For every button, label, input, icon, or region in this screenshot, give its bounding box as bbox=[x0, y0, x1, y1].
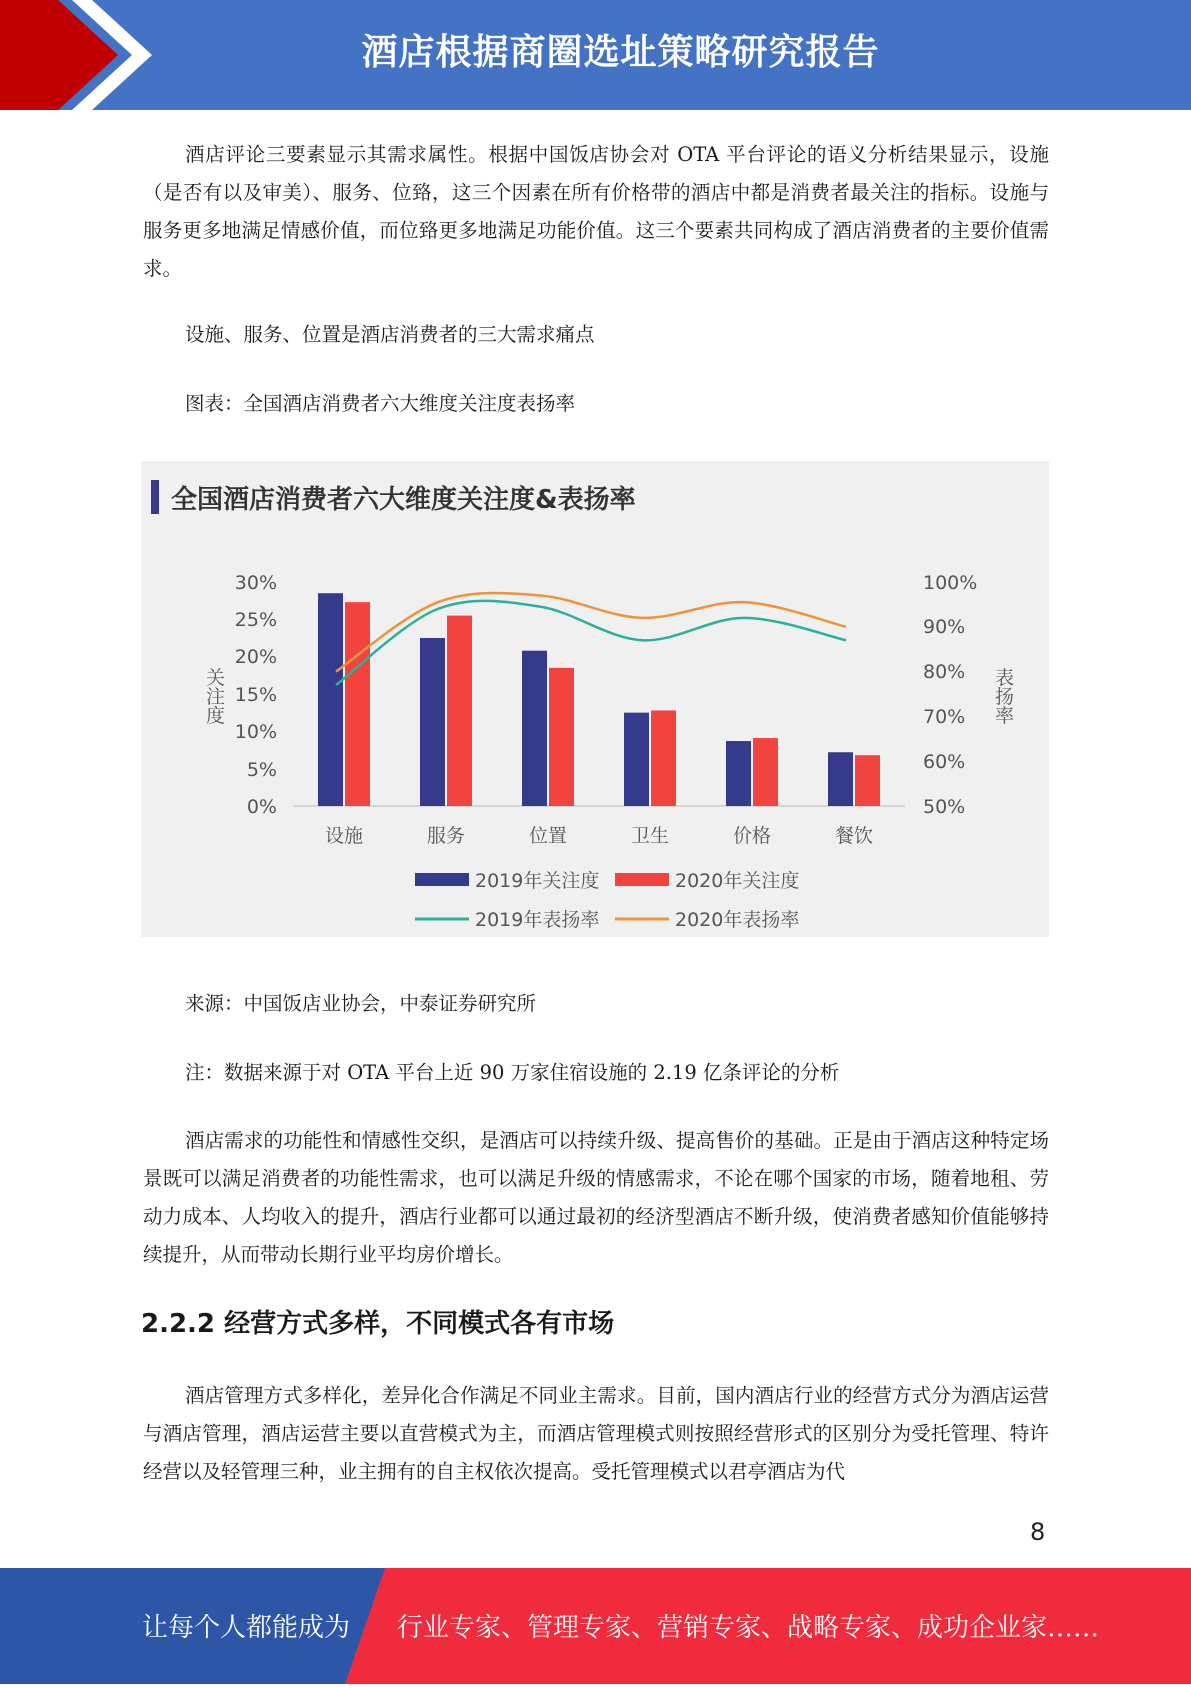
legend-swatch-2020-attention bbox=[615, 873, 669, 886]
x-tick-label: 餐饮 bbox=[834, 825, 874, 847]
y-tick-right: 70% bbox=[923, 706, 966, 728]
page-number: 8 bbox=[1030, 1518, 1046, 1546]
paragraph-pain-points: 设施、服务、位置是酒店消费者的三大需求痛点 bbox=[185, 323, 595, 346]
footer-banner bbox=[0, 1568, 1191, 1684]
y-tick-left: 30% bbox=[234, 572, 277, 594]
x-tick-label: 卫生 bbox=[630, 825, 670, 847]
chart-legend bbox=[415, 870, 799, 931]
chart-title-marker bbox=[151, 480, 159, 514]
x-tick-label: 位置 bbox=[528, 825, 568, 847]
header-banner bbox=[0, 0, 1191, 110]
y-tick-left: 15% bbox=[234, 684, 277, 706]
bar-2019年关注度-服务 bbox=[420, 638, 445, 806]
legend-label: 2020年关注度 bbox=[675, 870, 800, 892]
x-tick-label: 服务 bbox=[426, 825, 466, 847]
y-axis-label-left: 关注度 bbox=[203, 667, 225, 725]
bar-2019年关注度-位置 bbox=[522, 651, 547, 806]
chart-note: 注：数据来源于对 OTA 平台上近 90 万家住宿设施的 2.19 亿条评论的分析 bbox=[185, 1061, 840, 1084]
y-tick-right: 80% bbox=[923, 661, 966, 683]
legend-label: 2020年表扬率 bbox=[675, 909, 800, 931]
chart-source: 来源：中国饭店业协会，中泰证券研究所 bbox=[185, 992, 537, 1015]
footer-slogan-left: 让每个人都能成为 bbox=[142, 1613, 351, 1643]
y-tick-right: 100% bbox=[923, 572, 978, 594]
bar-2020年关注度-设施 bbox=[345, 602, 370, 806]
section-heading: 2.2.2 经营方式多样，不同模式各有市场 bbox=[141, 1309, 615, 1339]
y-tick-left: 10% bbox=[234, 721, 277, 743]
line-2019年表扬率 bbox=[336, 601, 846, 685]
y-tick-right: 90% bbox=[923, 616, 966, 638]
y-tick-right: 60% bbox=[923, 751, 966, 773]
y-tick-right: 50% bbox=[923, 796, 966, 818]
y-tick-left: 0% bbox=[246, 796, 277, 818]
x-tick-label: 设施 bbox=[324, 825, 364, 847]
bar-2019年关注度-餐饮 bbox=[828, 752, 853, 806]
legend-label: 2019年表扬率 bbox=[475, 909, 600, 931]
bar-2020年关注度-卫生 bbox=[651, 710, 676, 806]
footer-slogan-right: 行业专家、管理专家、营销专家、战略专家、成功企业家…… bbox=[397, 1613, 1100, 1643]
paragraph-demand-upgrade: 酒店需求的功能性和情感性交织，是酒店可以持续升级、提高售价的基础。正是由于酒店这种特定场景既可以满足消费者的功能性需求，也可以满足升级的情感需求，不论在哪个国家的市场，随着地租、劳动力成本、人均收入的提升，酒店行业都可以通过最初的经济型酒店不断升级，使消费者感知价值能够持续提升，从而带动长期行业平均房价增长。 bbox=[143, 1129, 1049, 1266]
bar-2020年关注度-餐饮 bbox=[855, 755, 880, 806]
chart-caption: 图表：全国酒店消费者六大维度关注度表扬率 bbox=[185, 392, 576, 415]
bar-2019年关注度-设施 bbox=[318, 593, 343, 806]
y-tick-left: 20% bbox=[234, 646, 277, 668]
bar-2020年关注度-服务 bbox=[447, 616, 472, 806]
paragraph-review-factors: 酒店评论三要素显示其需求属性。根据中国饭店协会对 OTA 平台评论的语义分析结果显示，设施（是否有以及审美）、服务、位臵，这三个因素在所有价格带的酒店中都是消费者最关注的指标。设施与服务更多地满足情感价值，而位臵更多地满足功能价值。这三个要素共同构成了酒店消费者的主要价值需求。 bbox=[143, 143, 1049, 280]
bar-2019年关注度-卫生 bbox=[624, 713, 649, 806]
legend-swatch-2019-attention bbox=[415, 873, 469, 886]
x-tick-label: 价格 bbox=[732, 825, 772, 847]
legend-label: 2019年关注度 bbox=[475, 870, 600, 892]
y-tick-left: 5% bbox=[246, 759, 277, 781]
report-title: 酒店根据商圈选址策略研究报告 bbox=[361, 32, 880, 73]
y-axis-label-right: 表扬率 bbox=[992, 667, 1014, 725]
line-2020年表扬率 bbox=[336, 593, 846, 672]
bar-2020年关注度-价格 bbox=[753, 738, 778, 806]
bar-2019年关注度-价格 bbox=[726, 741, 751, 806]
paragraph-management-modes: 酒店管理方式多样化，差异化合作满足不同业主需求。目前，国内酒店行业的经营方式分为酒店运营与酒店管理，酒店运营主要以直营模式为主，而酒店管理模式则按照经营形式的区别分为受托管理、特许经营以及轻管理三种，业主拥有的自主权依次提高。受托管理模式以君亭酒店为代 bbox=[143, 1384, 1049, 1483]
attention-praise-chart bbox=[141, 461, 1049, 937]
chart-svg bbox=[141, 461, 1049, 937]
chart-title: 全国酒店消费者六大维度关注度&表扬率 bbox=[171, 485, 636, 515]
y-tick-left: 25% bbox=[234, 609, 277, 631]
bar-2020年关注度-位置 bbox=[549, 668, 574, 806]
